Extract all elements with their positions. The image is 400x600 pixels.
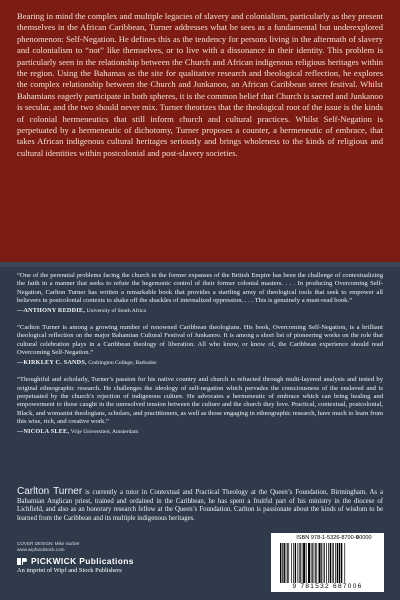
barcode-bar bbox=[333, 543, 334, 583]
endorser-name: —ANTHONY REDDIE, bbox=[17, 307, 85, 315]
publisher-name: PICKWICK Publications bbox=[31, 556, 134, 566]
barcode-bar bbox=[282, 543, 283, 583]
barcode-bar bbox=[280, 543, 281, 583]
barcode-bar bbox=[344, 543, 345, 583]
barcode-bar bbox=[312, 543, 313, 583]
barcode-bar bbox=[284, 543, 285, 583]
barcode-bar bbox=[341, 543, 342, 583]
endorser-name: —NICOLA SLEE, bbox=[17, 428, 70, 436]
barcode-bar bbox=[337, 543, 338, 583]
publisher-website: www.wipfandstock.com bbox=[17, 547, 65, 552]
barcode-bar bbox=[299, 543, 300, 583]
barcode-bar bbox=[298, 543, 299, 583]
barcode-bar bbox=[306, 543, 307, 583]
publisher-block bbox=[17, 556, 134, 574]
endorsement-quote: “One of the perennial problems facing the church in the former expanses of the British Empire has been the challenge of contextualizing the faith in a manner that seeks to refute the hegemonic control of their former colonial masters. . . . In producing Overcoming Self-Negation, Carlton Turner has written a remarkable book that provides a startling array of theological tools that seek to empower all believers in postcolonial contexts to shake off the shackles of internalized oppression. . . . This is genuinely a must-read book.” bbox=[17, 272, 383, 304]
barcode-bar bbox=[303, 543, 305, 583]
barcode-bar bbox=[326, 543, 327, 583]
description-panel bbox=[0, 0, 400, 262]
publisher-imprint: An imprint of Wipf and Stock Publishers bbox=[17, 567, 122, 574]
publisher-row bbox=[17, 556, 134, 566]
endorsement-attribution bbox=[17, 306, 383, 316]
barcode-bar bbox=[311, 543, 312, 583]
barcode-digits: 9 781532 687006 bbox=[292, 583, 363, 590]
endorser-affiliation: University of South Africa bbox=[86, 308, 147, 315]
barcode-bar bbox=[314, 543, 315, 583]
divider-band bbox=[0, 262, 400, 267]
barcode-bar bbox=[315, 543, 316, 583]
barcode-bar bbox=[328, 543, 329, 583]
book-description: Bearing in mind the complex and multiple legacies of slavery and colonialism, particularly as they present themselves in the African Caribbean, Turner addresses what he sees as a fundamental but underexplored phenomenon: Self-Negation. He defines this as the tendency for persons living in the aftermath of slavery and colonialism to “not” like themselves, or to live with a dissonance in their identity. This problem is particularly seen in the relationship between the Church and African indigenous religious heritages within the region. Using the Bahamas as the site for qualitative research and theological reflection, he explores the complex relationship between the Church and Junkanoo, an African Caribbean street festival. Whilst Bahamians eagerly participate in both spheres, it is the common belief that Church is sacred and Junkanoo is secular, and the two should never mix. Turner theorizes that the theological root of the issue is the kinds of colonial hermeneutics that still inform church and cultural practices. Whilst Self-Negation is perpetuated by a hermeneutic of dichotomy, Turner proposes a counter, a hermeneutic of embrace, that takes African indigenous cultural heritages seriously and brings wholeness to the kinds of religious and cultural identities within postcolonial and post-slavery societies. bbox=[17, 11, 383, 158]
barcode-bar bbox=[330, 543, 331, 583]
endorsement bbox=[17, 272, 383, 316]
barcode-bar bbox=[339, 543, 340, 583]
barcode-bars bbox=[279, 543, 376, 583]
barcode-bar bbox=[316, 543, 317, 583]
endorsement-attribution bbox=[17, 358, 383, 368]
barcode-bar bbox=[321, 543, 322, 583]
cover-design-credit: COVER DESIGN: Mike Surber bbox=[17, 541, 80, 546]
barcode-bar bbox=[288, 543, 289, 583]
barcode-bar bbox=[300, 543, 301, 583]
author-bio bbox=[17, 488, 383, 523]
barcode-bar bbox=[323, 543, 324, 583]
endorsement bbox=[17, 324, 383, 368]
endorsements bbox=[17, 272, 383, 445]
endorsement-quote: “Carlton Turner is among a growing number of renowned Caribbean theologians. His book, Overcoming Self-Negation, is a brilliant theological reflection on the major Bahamian Cultural Festival of Junkanoo. It is among a short list of pioneering works on the role that cultural celebration plays in a Caribbean theology of liberation. All who know, or know of, the Caribbean experience should read Overcoming Self-Negation.” bbox=[17, 324, 383, 357]
barcode-bar bbox=[293, 543, 294, 583]
barcode-bar bbox=[332, 543, 333, 583]
pickwick-logo-icon bbox=[17, 557, 27, 566]
barcode-bar bbox=[302, 543, 303, 583]
barcode-bar bbox=[319, 543, 321, 583]
barcode-bar bbox=[295, 543, 296, 583]
barcode-bar bbox=[335, 543, 336, 583]
endorsement-quote: “Thoughtful and scholarly, Turner’s passion for his native country and church is refracted through multi-layered analysis and tested by original ethnographic research. He challenges the ideology of self-negation which pervades the consciousness of the enslaved and is perpetuated by the church’s rejection of indigenous culture. He advocates a hermeneutic of embrace which can bring healing and empowerment to those caught in the unresolved tension between the culture and the church they love. Practical, contextual, postcolonial, Black, and womanist theologians, scholars, and practitioners, as well as those engaging in ethnographic research, have much to learn from this wise, rich, and creative work.” bbox=[17, 376, 383, 425]
author-bio-text: is currently a tutor in Contextual and Practical Theology at the Queen’s Foundation, Birmingham. As a Bahamian Anglican priest, trained and ordained in the Caribbean, he has spent a fruitful part of his ministry in the diocese of Lichfield, and also as an honorary research fellow at the Queen’s Foundation. Carlton is passionate about the kinds of wisdom to be learned from the Caribbean and its multiple indigenous heritages. bbox=[17, 489, 383, 522]
barcode-bar bbox=[291, 543, 292, 583]
endorsement-attribution bbox=[17, 427, 383, 437]
endorser-affiliation: Vrije Universiteit, Amsterdam bbox=[70, 429, 139, 436]
barcode-bar bbox=[286, 543, 287, 583]
endorser-affiliation: Codrington College, Barbados bbox=[88, 360, 157, 367]
price-code: 90000 bbox=[356, 535, 372, 541]
endorsement bbox=[17, 376, 383, 437]
barcode-bar bbox=[308, 543, 310, 583]
isbn-barcode bbox=[271, 533, 384, 592]
isbn-label: ISBN 978-1-5326-8700-6 bbox=[296, 535, 359, 541]
cover-credit bbox=[17, 541, 80, 553]
barcode-bar bbox=[287, 543, 288, 583]
author-name: Carlton Turner bbox=[17, 486, 83, 497]
barcode-bar bbox=[324, 543, 325, 583]
endorser-name: —KIRKLEY C. SANDS, bbox=[17, 359, 87, 367]
